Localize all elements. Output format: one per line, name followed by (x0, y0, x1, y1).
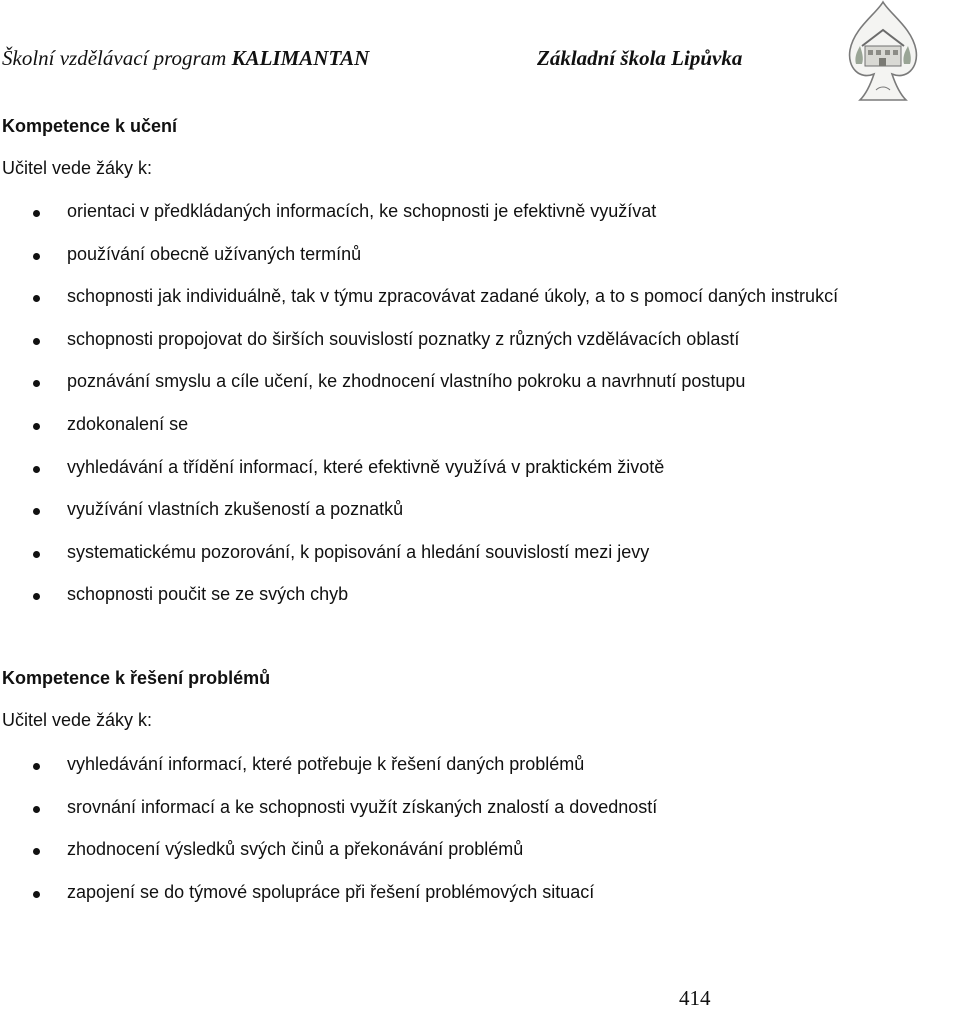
list-item-text: zhodnocení výsledků svých činů a překonávání problémů (67, 839, 524, 860)
bullet-icon (33, 551, 40, 558)
bullet-icon (33, 210, 40, 217)
section-title: Kompetence k řešení problémů (2, 668, 271, 688)
program-title-name: KALIMANTAN (231, 46, 370, 70)
list-item-text: schopnosti jak individuálně, tak v týmu zpracovávat zadané úkoly, a to s pomocí daných instrukcí (67, 286, 839, 307)
list-item-text: systematickému pozorování, k popisování a hledání souvislostí mezi jevy (67, 541, 650, 562)
bullet-icon (33, 295, 40, 302)
program-title-prefix: Školní vzdělávací program (2, 46, 232, 70)
school-name: Základní škola Lipůvka (537, 46, 743, 70)
bullet-icon (33, 466, 40, 473)
bullet-icon (33, 763, 40, 770)
school-logo-icon (846, 0, 920, 106)
bullet-icon (33, 848, 40, 855)
bullet-icon (33, 380, 40, 387)
bullet-icon (33, 253, 40, 260)
list-item-text: zdokonalení se (67, 413, 189, 434)
bullet-icon (33, 806, 40, 813)
list-item-text: schopnosti poučit se ze svých chyb (67, 584, 349, 605)
list-item-text: využívání vlastních zkušeností a poznatků (67, 499, 404, 520)
list-item-text: zapojení se do týmové spolupráce při řešení problémových situací (67, 881, 595, 902)
bullet-icon (33, 338, 40, 345)
list-item-text: orientaci v předkládaných informacích, ke schopnosti je efektivně využívat (67, 201, 657, 221)
list-item-text: schopnosti propojovat do širších souvislostí poznatky z různých vzdělávacích oblastí (67, 328, 740, 349)
bullet-icon (33, 423, 40, 430)
page-header (0, 0, 960, 108)
list-item-text: vyhledávání informací, které potřebuje k řešení daných problémů (67, 754, 585, 774)
list-item-text: vyhledávání a třídění informací, které efektivně využívá v praktickém životě (67, 456, 665, 477)
bullet-icon (33, 593, 40, 600)
bullet-icon (33, 508, 40, 515)
list-item-text: používání obecně užívaných termínů (67, 243, 362, 264)
section-intro: Učitel vede žáky k: (2, 158, 153, 178)
section-title: Kompetence k učení (2, 116, 178, 136)
list-item-text: srovnání informací a ke schopnosti využít získaných znalostí a dovedností (67, 796, 658, 817)
bullet-icon (33, 891, 40, 898)
section-intro: Učitel vede žáky k: (2, 710, 153, 730)
page-number: 414 (679, 986, 711, 1010)
list-item-text: poznávání smyslu a cíle učení, ke zhodnocení vlastního pokroku a navrhnutí postupu (67, 371, 746, 392)
program-title (2, 46, 369, 71)
